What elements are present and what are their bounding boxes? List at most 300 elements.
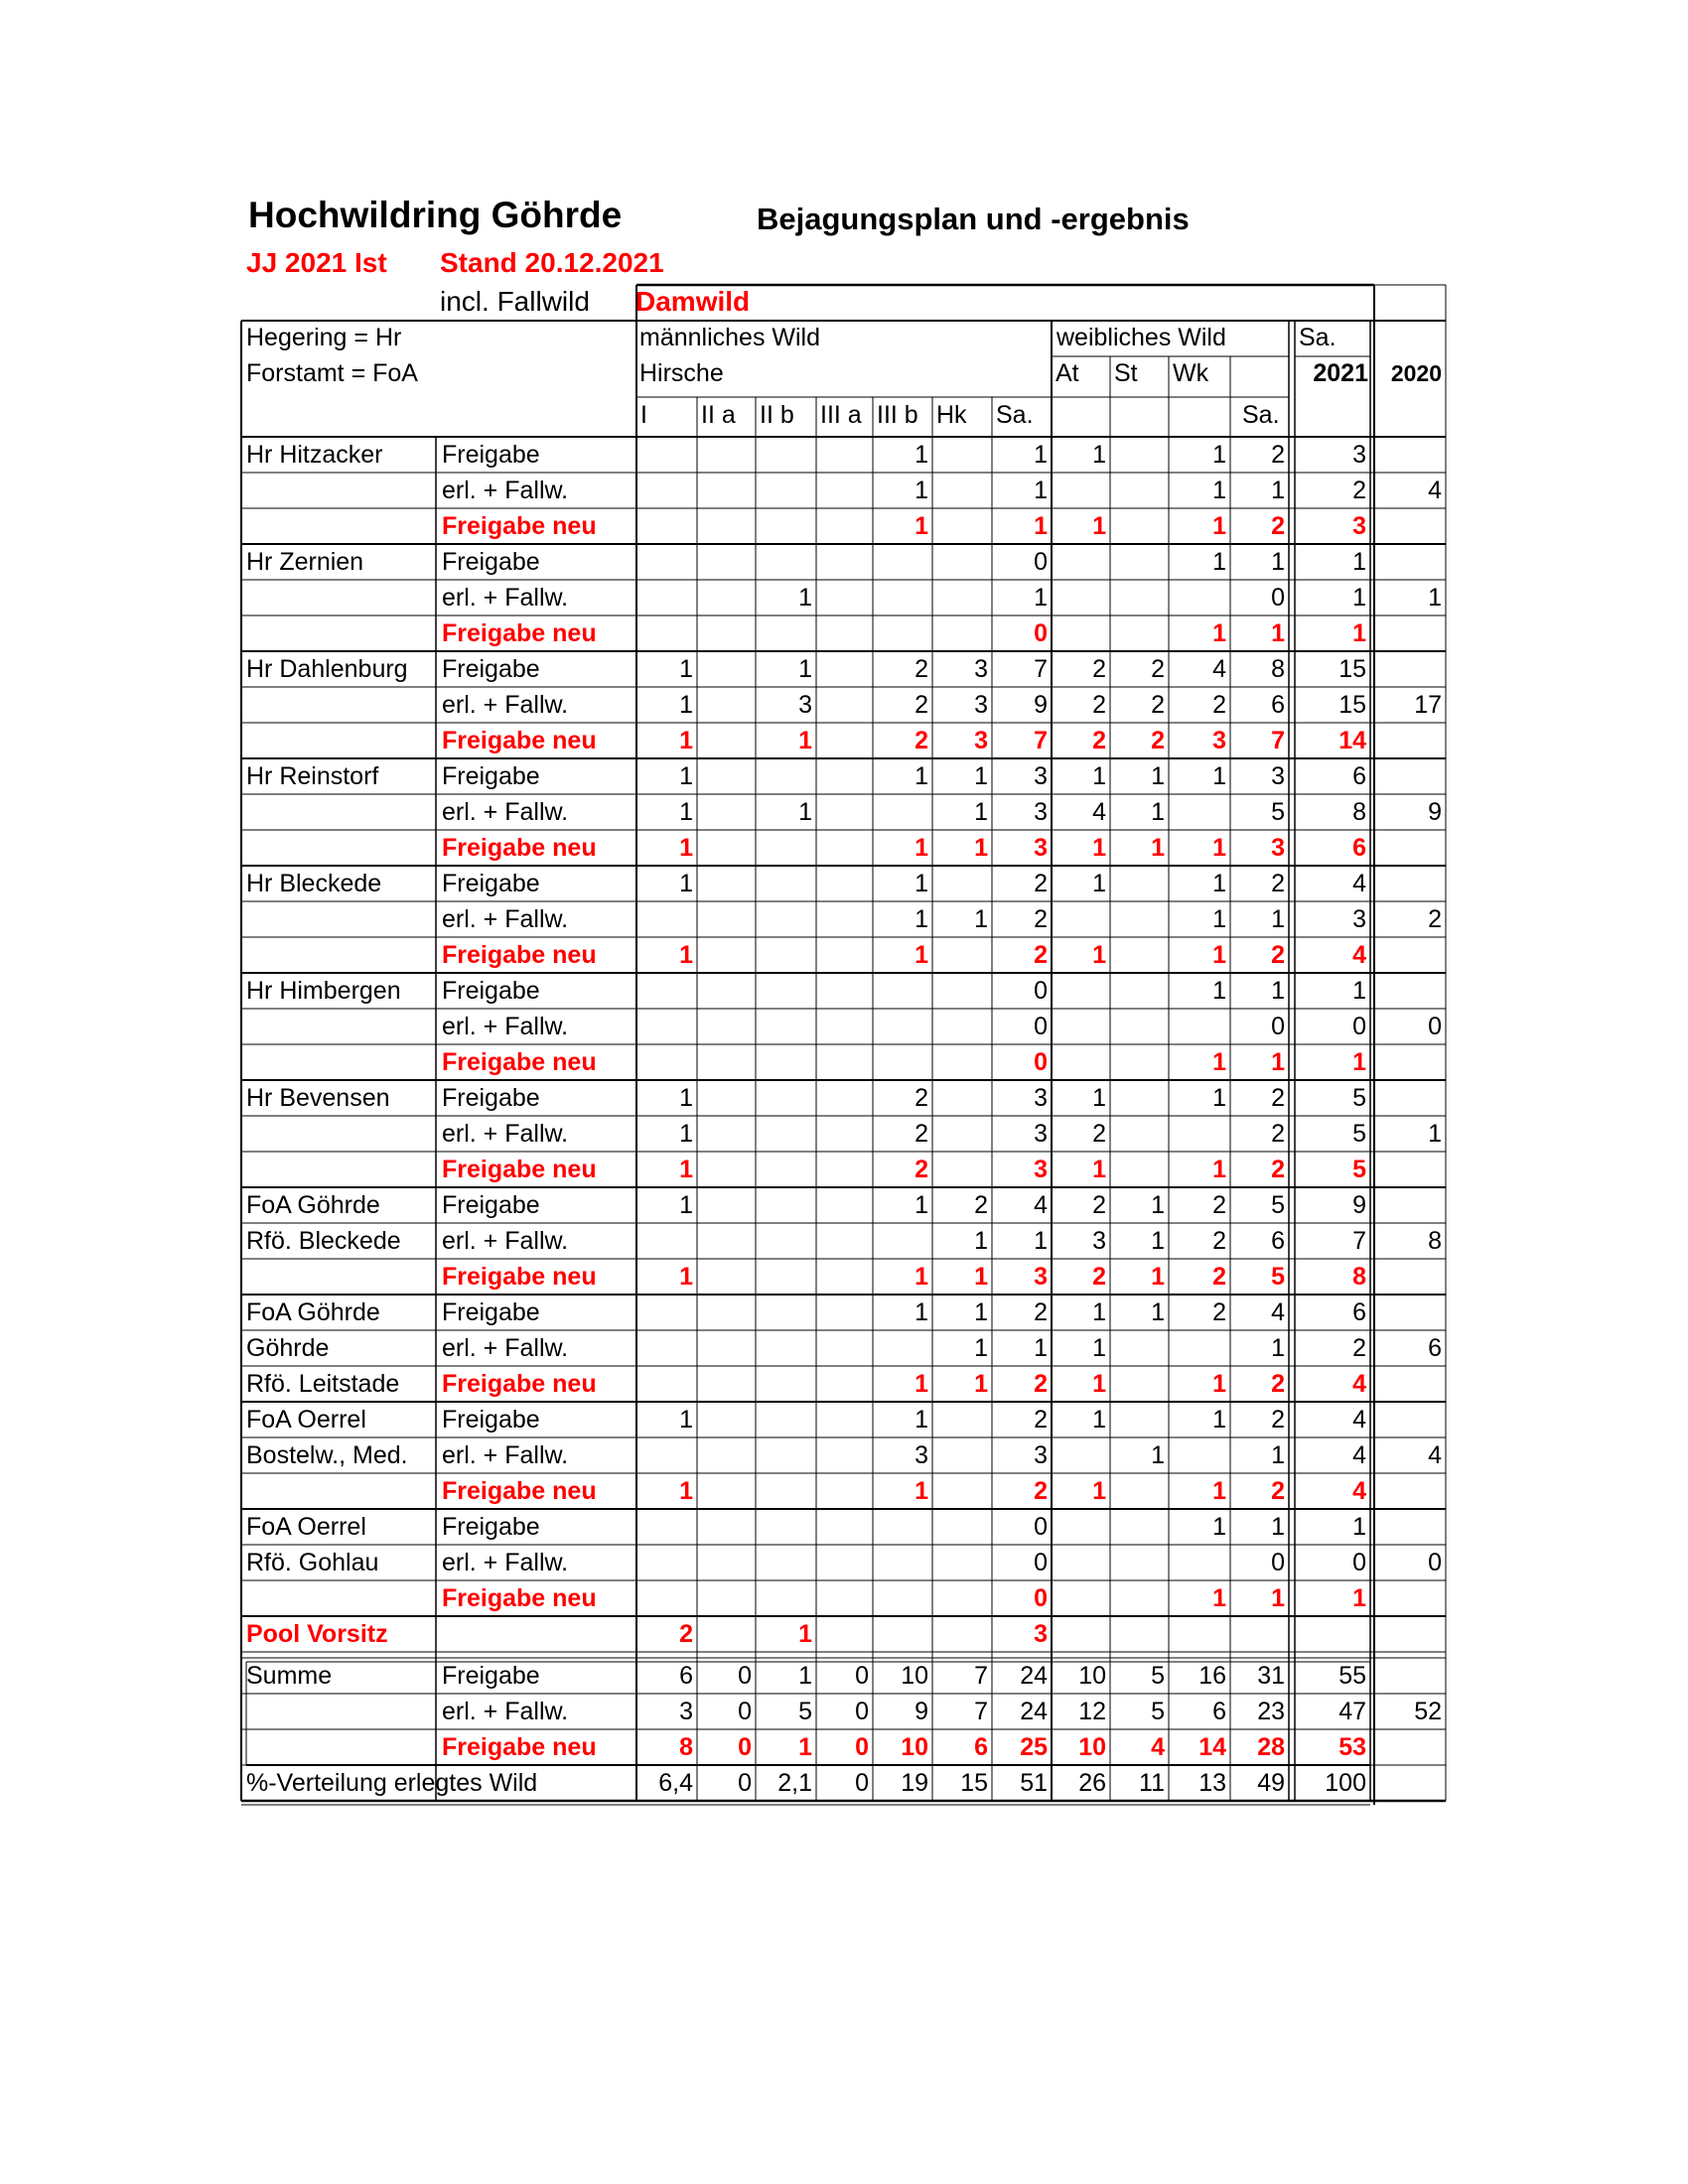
- table-cell: 5: [1352, 1156, 1366, 1183]
- male-col-header: Hk: [936, 401, 967, 429]
- row-type: erl. + Fallw.: [442, 1013, 569, 1040]
- table-cell: 4: [1428, 1441, 1442, 1469]
- table-cell: 1: [1034, 441, 1048, 469]
- row-type: Freigabe neu: [442, 834, 597, 862]
- table-cell: 2: [1034, 1298, 1048, 1326]
- table-cell: 10: [901, 1662, 928, 1690]
- table-cell: 1: [1092, 1370, 1106, 1398]
- table-cell: 1: [974, 762, 988, 790]
- row-type: erl. + Fallw.: [442, 905, 569, 933]
- row-type: Freigabe neu: [442, 1584, 597, 1612]
- table-cell: 8: [1352, 1263, 1366, 1291]
- table-cell: 1: [1034, 1227, 1048, 1255]
- table-cell: 1: [914, 1477, 928, 1505]
- table-cell: 2: [1092, 1263, 1106, 1291]
- table-cell: 2: [1271, 1370, 1285, 1398]
- table-cell: 3: [974, 655, 988, 683]
- table-cell: 4: [1352, 941, 1366, 969]
- row-type: erl. + Fallw.: [442, 691, 569, 719]
- table-cell: 2: [914, 1084, 928, 1112]
- table-cell: 1: [974, 905, 988, 933]
- row-type: Freigabe: [442, 1298, 540, 1326]
- table-cell: 0: [1034, 548, 1048, 576]
- table-cell: 2: [1034, 905, 1048, 933]
- table-cell: 1: [1212, 477, 1226, 504]
- table-cell: 3: [1352, 512, 1366, 540]
- table-cell: 1: [1092, 1334, 1106, 1362]
- table-cell: 2,1: [777, 1769, 812, 1797]
- table-cell: 1: [679, 941, 693, 969]
- table-cell: 1: [1034, 512, 1048, 540]
- table-cell: 24: [1020, 1698, 1048, 1725]
- table-cell: 2: [1271, 441, 1285, 469]
- table-cell: 1: [1212, 1084, 1226, 1112]
- table-cell: 2: [914, 727, 928, 754]
- table-cell: 4: [1352, 1370, 1366, 1398]
- row-type: Freigabe neu: [442, 1048, 597, 1076]
- row-type: Freigabe neu: [442, 512, 597, 540]
- table-cell: 7: [974, 1662, 988, 1690]
- table-cell: 1: [974, 798, 988, 826]
- table-cell: 3: [679, 1698, 693, 1725]
- table-cell: 3: [1271, 762, 1285, 790]
- table-cell: 1: [1212, 870, 1226, 897]
- table-cell: 1: [1092, 834, 1106, 862]
- table-cell: 4: [1034, 1191, 1048, 1219]
- table-cell: 1: [1212, 512, 1226, 540]
- row-type: Freigabe: [442, 762, 540, 790]
- table-cell: 3: [1034, 762, 1048, 790]
- table-cell: 1: [1034, 584, 1048, 612]
- table-cell: 3: [1034, 1120, 1048, 1148]
- male-col-header: II a: [701, 401, 736, 429]
- table-cell: 1: [1212, 1156, 1226, 1183]
- table-cell: 0: [1428, 1013, 1442, 1040]
- table-cell: 2: [1092, 691, 1106, 719]
- table-cell: 2: [914, 1120, 928, 1148]
- row-label: Pool Vorsitz: [246, 1620, 388, 1648]
- male-col-header: III b: [877, 401, 918, 429]
- row-type: Freigabe: [442, 655, 540, 683]
- table-cell: 0: [738, 1698, 752, 1725]
- table-cell: 5: [798, 1698, 812, 1725]
- table-cell: 1: [1092, 1156, 1106, 1183]
- table-cell: 1: [1271, 1334, 1285, 1362]
- table-cell: 9: [914, 1698, 928, 1725]
- table-cell: 6: [1271, 691, 1285, 719]
- table-cell: 31: [1257, 1662, 1285, 1690]
- table-cell: 0: [1034, 1048, 1048, 1076]
- table-cell: 8: [1352, 798, 1366, 826]
- table-cell: 1: [1151, 798, 1165, 826]
- female-header: weibliches Wild: [1056, 324, 1226, 351]
- table-cell: 4: [1352, 1477, 1366, 1505]
- table-cell: 1: [914, 512, 928, 540]
- table-cell: 1: [914, 762, 928, 790]
- legend-hegering: Hegering = Hr: [246, 324, 402, 351]
- table-cell: 2: [1092, 727, 1106, 754]
- table-cell: 8: [679, 1733, 693, 1761]
- table-cell: 3: [1034, 834, 1048, 862]
- table-cell: 3: [1034, 798, 1048, 826]
- table-cell: 4: [1352, 1441, 1366, 1469]
- male-col-header: II b: [760, 401, 794, 429]
- table-cell: 1: [1428, 584, 1442, 612]
- table-cell: 5: [1271, 798, 1285, 826]
- row-type: erl. + Fallw.: [442, 584, 569, 612]
- table-cell: 1: [679, 762, 693, 790]
- table-cell: 1: [1271, 1441, 1285, 1469]
- table-cell: 28: [1257, 1733, 1285, 1761]
- table-cell: 1: [679, 1120, 693, 1148]
- table-cell: 1: [798, 1733, 812, 1761]
- table-cell: 1: [1271, 977, 1285, 1005]
- table-cell: 2: [1271, 1406, 1285, 1433]
- table-cell: 3: [914, 1441, 928, 1469]
- male-col-header: III a: [820, 401, 862, 429]
- table-cell: 1: [1271, 619, 1285, 647]
- table-cell: 1: [1092, 1084, 1106, 1112]
- table-cell: 0: [1428, 1549, 1442, 1576]
- table-cell: 1: [1352, 1048, 1366, 1076]
- table-cell: 0: [1271, 1013, 1285, 1040]
- table-cell: 9: [1352, 1191, 1366, 1219]
- table-cell: 0: [1034, 1584, 1048, 1612]
- table-cell: 16: [1198, 1662, 1226, 1690]
- table-cell: 4: [1271, 1298, 1285, 1326]
- row-type: erl. + Fallw.: [442, 1227, 569, 1255]
- table-cell: 12: [1078, 1698, 1106, 1725]
- table-cell: 100: [1325, 1769, 1366, 1797]
- table-cell: 1: [679, 834, 693, 862]
- table-cell: 1: [914, 1370, 928, 1398]
- table-cell: 14: [1338, 727, 1366, 754]
- table-cell: 1: [914, 1191, 928, 1219]
- table-cell: 1: [1212, 548, 1226, 576]
- table-cell: 25: [1020, 1733, 1048, 1761]
- table-cell: 3: [1271, 834, 1285, 862]
- table-cell: 1: [1271, 1584, 1285, 1612]
- table-cell: 55: [1338, 1662, 1366, 1690]
- species-label: Damwild: [635, 286, 751, 317]
- table-cell: 1: [1092, 512, 1106, 540]
- incl-note: incl. Fallwild: [440, 286, 590, 317]
- female-col-header: St: [1114, 359, 1138, 387]
- table-cell: 5: [1352, 1084, 1366, 1112]
- table-cell: 3: [1212, 727, 1226, 754]
- table-cell: 1: [1212, 977, 1226, 1005]
- table-cell: 1: [914, 870, 928, 897]
- table-cell: 7: [1271, 727, 1285, 754]
- table-cell: 5: [1271, 1191, 1285, 1219]
- table-cell: 11: [1139, 1769, 1165, 1797]
- page-subtitle: Bejagungsplan und -ergebnis: [757, 202, 1190, 236]
- table-cell: 1: [679, 1191, 693, 1219]
- table-cell: 1: [1092, 1406, 1106, 1433]
- table-cell: 1: [1151, 1191, 1165, 1219]
- table-cell: 1: [679, 1084, 693, 1112]
- table-cell: 3: [1034, 1620, 1048, 1648]
- table-cell: 2: [1271, 1120, 1285, 1148]
- table-cell: 0: [1352, 1549, 1366, 1576]
- table-cell: 1: [974, 1298, 988, 1326]
- table-cell: 2: [1271, 870, 1285, 897]
- table-cell: 1: [1212, 762, 1226, 790]
- table-cell: 2: [1092, 1191, 1106, 1219]
- row-label: Hr Himbergen: [246, 977, 401, 1005]
- table-cell: 2: [1092, 655, 1106, 683]
- table-cell: 4: [1212, 655, 1226, 683]
- table-cell: 2: [1352, 1334, 1366, 1362]
- row-type: erl. + Fallw.: [442, 798, 569, 826]
- table-cell: 2: [1092, 1120, 1106, 1148]
- table-cell: 8: [1271, 655, 1285, 683]
- table-cell: 9: [1034, 691, 1048, 719]
- row-type: Freigabe neu: [442, 619, 597, 647]
- table-cell: 4: [1092, 798, 1106, 826]
- row-label: %-Verteilung erlegtes Wild: [246, 1769, 538, 1797]
- table-cell: 0: [1034, 1549, 1048, 1576]
- table-cell: 1: [1212, 941, 1226, 969]
- table-cell: 10: [901, 1733, 928, 1761]
- row-type: Freigabe neu: [442, 1156, 597, 1183]
- table-cell: 3: [1034, 1156, 1048, 1183]
- table-cell: 52: [1414, 1698, 1442, 1725]
- table-cell: 1: [1212, 441, 1226, 469]
- table-cell: 2: [1352, 477, 1366, 504]
- year-2021-header: 2021: [1313, 359, 1368, 387]
- table-cell: 0: [1271, 584, 1285, 612]
- table-cell: 6,4: [658, 1769, 693, 1797]
- table-cell: 6: [679, 1662, 693, 1690]
- table-cell: 1: [1212, 1584, 1226, 1612]
- table-cell: 1: [798, 798, 812, 826]
- table-cell: 10: [1078, 1662, 1106, 1690]
- table-cell: 1: [914, 477, 928, 504]
- row-label: Hr Bevensen: [246, 1084, 390, 1112]
- table-cell: 1: [1151, 1298, 1165, 1326]
- male-col-header: Sa.: [996, 401, 1034, 429]
- row-label: FoA Oerrel: [246, 1513, 366, 1541]
- table-cell: 1: [974, 1370, 988, 1398]
- table-cell: 1: [914, 441, 928, 469]
- table-cell: 1: [914, 905, 928, 933]
- table-cell: 1: [1271, 477, 1285, 504]
- row-type: erl. + Fallw.: [442, 477, 569, 504]
- table-cell: 0: [1352, 1013, 1366, 1040]
- year-2020-header: 2020: [1390, 360, 1442, 386]
- table-cell: 2: [1271, 1084, 1285, 1112]
- table-cell: 3: [1034, 1263, 1048, 1291]
- table-cell: 1: [1092, 870, 1106, 897]
- table-cell: 15: [960, 1769, 988, 1797]
- table-cell: 53: [1338, 1733, 1366, 1761]
- table-cell: 51: [1020, 1769, 1048, 1797]
- row-type: Freigabe: [442, 1406, 540, 1433]
- hirsche-header: Hirsche: [639, 359, 724, 387]
- table-cell: 1: [798, 655, 812, 683]
- table-cell: 3: [1352, 905, 1366, 933]
- male-header: männliches Wild: [639, 324, 821, 351]
- row-label: Göhrde: [246, 1334, 330, 1362]
- table-cell: 2: [1212, 691, 1226, 719]
- page-title: Hochwildring Göhrde: [248, 195, 623, 235]
- table-cell: 2: [1271, 512, 1285, 540]
- table-cell: 1: [1092, 941, 1106, 969]
- table-cell: 3: [974, 691, 988, 719]
- table-cell: 1: [679, 870, 693, 897]
- table-cell: 0: [1034, 1513, 1048, 1541]
- table-cell: 1: [1352, 584, 1366, 612]
- table-cell: 1: [1212, 1513, 1226, 1541]
- row-type: Freigabe: [442, 1662, 540, 1690]
- table-cell: 2: [679, 1620, 693, 1648]
- table-cell: 1: [974, 1334, 988, 1362]
- table-cell: 2: [1212, 1227, 1226, 1255]
- table-cell: 24: [1020, 1662, 1048, 1690]
- table-cell: 1: [679, 1156, 693, 1183]
- row-label: Summe: [246, 1662, 333, 1690]
- row-label: Rfö. Gohlau: [246, 1549, 379, 1576]
- table-cell: 1: [679, 1477, 693, 1505]
- table-cell: 2: [1034, 941, 1048, 969]
- table-cell: 1: [1212, 1048, 1226, 1076]
- table-cell: 1: [1212, 1477, 1226, 1505]
- row-type: erl. + Fallw.: [442, 1334, 569, 1362]
- table-cell: 6: [1352, 834, 1366, 862]
- row-type: Freigabe neu: [442, 1477, 597, 1505]
- table-cell: 2: [1212, 1298, 1226, 1326]
- table-cell: 2: [1151, 691, 1165, 719]
- table-cell: 0: [738, 1733, 752, 1761]
- table-cell: 2: [1271, 941, 1285, 969]
- table-cell: 1: [679, 1406, 693, 1433]
- table-cell: 1: [1352, 1584, 1366, 1612]
- table-cell: 1: [974, 1227, 988, 1255]
- table-cell: 7: [1034, 655, 1048, 683]
- row-type: erl. + Fallw.: [442, 1441, 569, 1469]
- row-label: FoA Göhrde: [246, 1298, 380, 1326]
- row-label: Hr Zernien: [246, 548, 364, 576]
- table-cell: 1: [1271, 905, 1285, 933]
- table-cell: 1: [798, 727, 812, 754]
- table-cell: 1: [1212, 1406, 1226, 1433]
- table-cell: 3: [1034, 1084, 1048, 1112]
- row-label: Bostelw., Med.: [246, 1441, 408, 1469]
- table-cell: 1: [1212, 1370, 1226, 1398]
- table-cell: 4: [1151, 1733, 1165, 1761]
- table-cell: 0: [738, 1662, 752, 1690]
- female-col-header: Wk: [1173, 359, 1209, 387]
- male-col-header: I: [640, 401, 647, 429]
- table-cell: 6: [1352, 762, 1366, 790]
- table-cell: 10: [1078, 1733, 1106, 1761]
- table-cell: 17: [1414, 691, 1442, 719]
- table-cell: 1: [1092, 1477, 1106, 1505]
- table-cell: 23: [1257, 1698, 1285, 1725]
- table-cell: 1: [798, 1662, 812, 1690]
- status-date: Stand 20.12.2021: [440, 247, 664, 278]
- table-cell: 7: [974, 1698, 988, 1725]
- table-cell: 1: [1428, 1120, 1442, 1148]
- table-cell: 2: [1034, 870, 1048, 897]
- table-cell: 1: [1352, 1513, 1366, 1541]
- table-cell: 4: [1428, 477, 1442, 504]
- table-cell: 1: [1212, 834, 1226, 862]
- row-type: Freigabe neu: [442, 727, 597, 754]
- table-cell: 1: [679, 1263, 693, 1291]
- table-cell: 3: [1092, 1227, 1106, 1255]
- hunting-year: JJ 2021 Ist: [246, 247, 387, 278]
- table-cell: 1: [1034, 1334, 1048, 1362]
- table-cell: 1: [679, 727, 693, 754]
- table-cell: 1: [679, 798, 693, 826]
- table-cell: 1: [974, 1263, 988, 1291]
- table-cell: 0: [1034, 977, 1048, 1005]
- table-cell: 15: [1338, 655, 1366, 683]
- sa-header: Sa.: [1299, 324, 1336, 351]
- table-cell: 1: [1212, 905, 1226, 933]
- row-type: Freigabe neu: [442, 1370, 597, 1398]
- row-type: Freigabe neu: [442, 941, 597, 969]
- row-label: FoA Oerrel: [246, 1406, 366, 1433]
- row-type: Freigabe: [442, 548, 540, 576]
- table-cell: 1: [1212, 619, 1226, 647]
- table-cell: 0: [1271, 1549, 1285, 1576]
- table-cell: 5: [1352, 1120, 1366, 1148]
- row-type: Freigabe: [442, 977, 540, 1005]
- table-cell: 1: [914, 1263, 928, 1291]
- row-type: erl. + Fallw.: [442, 1549, 569, 1576]
- table-cell: 1: [1034, 477, 1048, 504]
- table-cell: 2: [1428, 905, 1442, 933]
- female-col-header: At: [1055, 359, 1079, 387]
- table-cell: 2: [1151, 727, 1165, 754]
- row-label: FoA Göhrde: [246, 1191, 380, 1219]
- table-cell: 0: [855, 1733, 869, 1761]
- table-cell: 2: [1034, 1370, 1048, 1398]
- table-cell: 1: [798, 584, 812, 612]
- table-cell: 6: [1428, 1334, 1442, 1362]
- table-cell: 8: [1428, 1227, 1442, 1255]
- row-type: Freigabe: [442, 441, 540, 469]
- table-cell: 3: [1352, 441, 1366, 469]
- table-cell: 6: [974, 1733, 988, 1761]
- table-cell: 1: [914, 1406, 928, 1433]
- table-cell: 2: [1034, 1406, 1048, 1433]
- table-cell: 1: [679, 655, 693, 683]
- table-cell: 2: [1271, 1477, 1285, 1505]
- table-cell: 1: [974, 834, 988, 862]
- table-cell: 6: [1212, 1698, 1226, 1725]
- table-cell: 0: [738, 1769, 752, 1797]
- table-cell: 26: [1078, 1769, 1106, 1797]
- table-cell: 14: [1198, 1733, 1226, 1761]
- row-type: erl. + Fallw.: [442, 1120, 569, 1148]
- table-cell: 1: [1151, 834, 1165, 862]
- table-cell: 2: [914, 1156, 928, 1183]
- table-cell: 1: [798, 1620, 812, 1648]
- table-cell: 3: [798, 691, 812, 719]
- table-cell: 9: [1428, 798, 1442, 826]
- table-cell: 6: [1271, 1227, 1285, 1255]
- table-cell: 2: [1212, 1263, 1226, 1291]
- table-cell: 13: [1198, 1769, 1226, 1797]
- table-cell: 1: [1151, 1227, 1165, 1255]
- table-cell: 0: [1034, 619, 1048, 647]
- row-type: Freigabe: [442, 1513, 540, 1541]
- row-type: Freigabe neu: [442, 1733, 597, 1761]
